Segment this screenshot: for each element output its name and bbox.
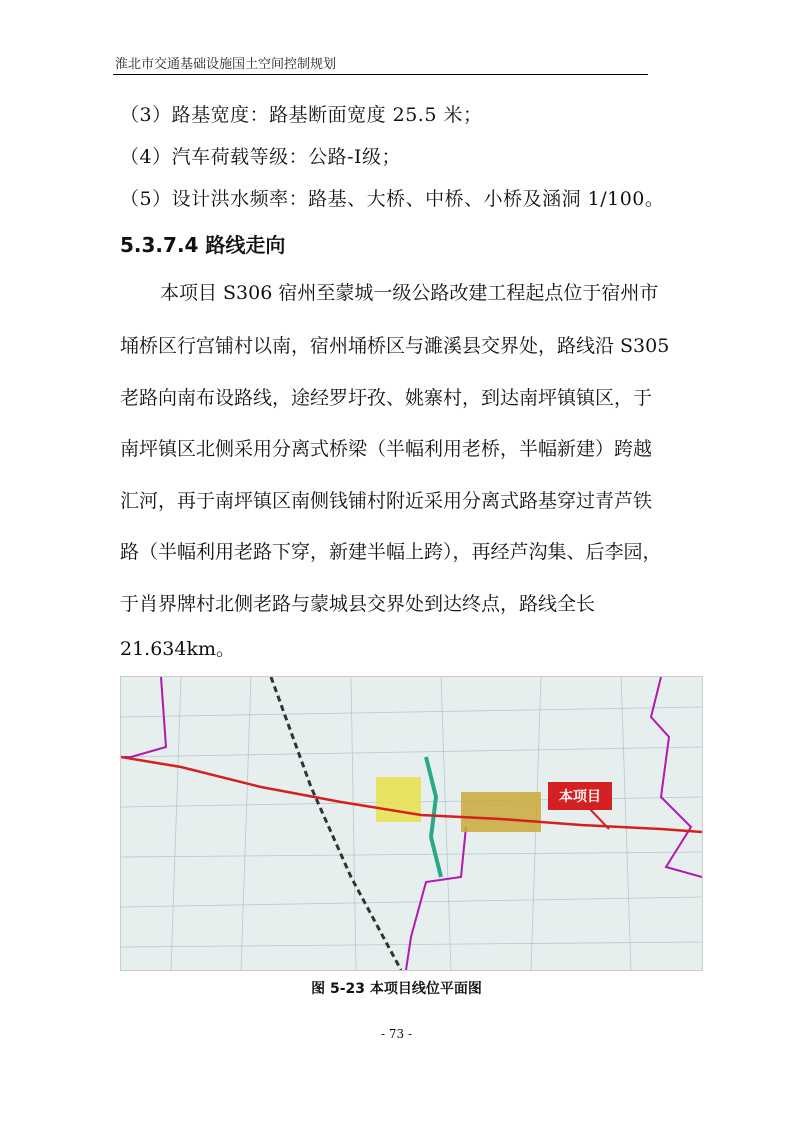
town-area (376, 777, 421, 822)
paragraph-line: 21.634km。 (120, 638, 236, 660)
paragraph-line: 老路向南布设路线，途经罗圩孜、姚寨村，到达南坪镇镇区，于 (120, 387, 653, 409)
spec-line: （5）设计洪水频率：路基、大桥、中桥、小桥及涵洞 1/100。 (120, 188, 665, 210)
spec-line: （4）汽车荷载等级：公路-Ⅰ级； (120, 146, 402, 168)
map-graphic (121, 677, 702, 970)
paragraph-line: 埇桥区行宫铺村以南，宿州埇桥区与濉溪县交界处，路线沿 S305 (120, 335, 670, 357)
section-heading: 5.3.7.4 路线走向 (120, 233, 286, 257)
paragraph-line: 汇河，再于南坪镇区南侧钱铺村附近采用分离式路基穿过青芦铁 (120, 490, 653, 512)
paragraph-line: 于肖界牌村北侧老路与蒙城县交界处到达终点，路线全长 (120, 593, 596, 615)
header-title: 淮北市交通基础设施国土空间控制规划 (115, 57, 337, 72)
town-area (461, 792, 541, 832)
page-number: - 73 - (380, 1027, 412, 1041)
figure-caption: 图 5-23 本项目线位平面图 (311, 981, 482, 997)
spec-line: （3）路基宽度：路基断面宽度 25.5 米； (120, 104, 483, 126)
project-label: 本项目 (548, 782, 612, 810)
paragraph-line: 南坪镇区北侧采用分离式桥梁（半幅利用老桥，半幅新建）跨越 (120, 438, 653, 460)
paragraph-line: 本项目 S306 宿州至蒙城一级公路改建工程起点位于宿州市 (160, 282, 659, 304)
paragraph-line: 路（半幅利用老路下穿，新建半幅上跨），再经芦沟集、后李园， (120, 541, 662, 563)
route-map (120, 676, 703, 971)
running-header (113, 52, 648, 75)
